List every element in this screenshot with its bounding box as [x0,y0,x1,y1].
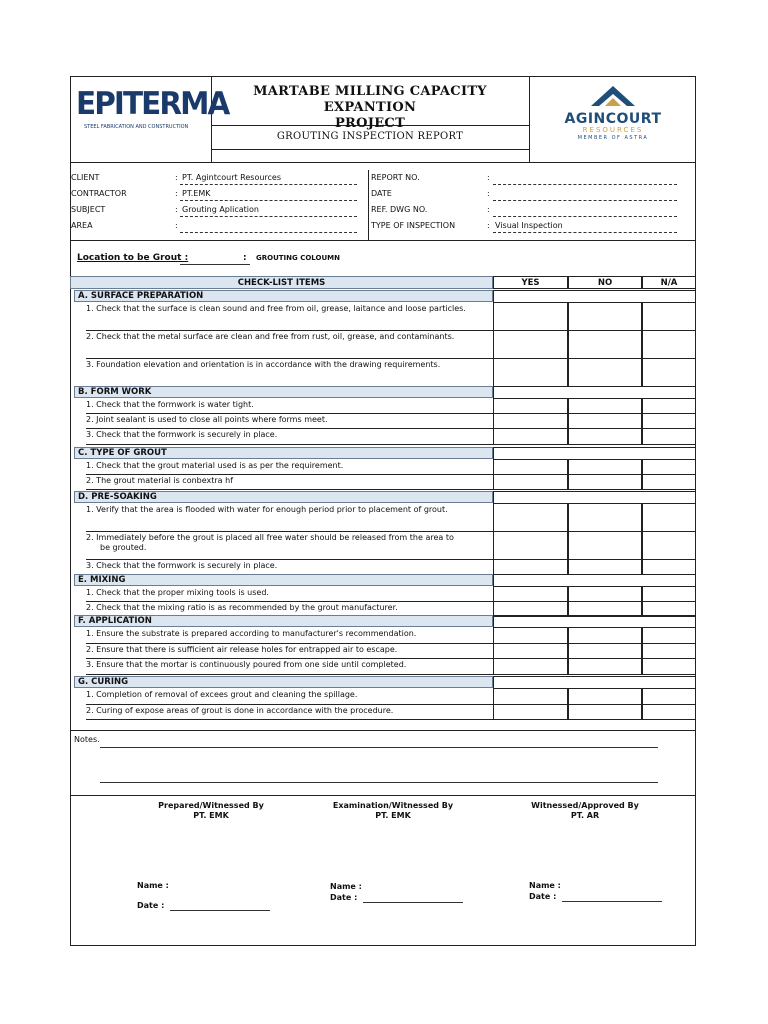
info-colon: : [175,189,178,198]
na-cell[interactable] [642,474,696,490]
na-cell[interactable] [642,503,696,532]
checklist-item: 1. Verify that the area is flooded with water for enough period prior to placement of grout. [86,505,448,514]
section-header: A. SURFACE PREPARATION [74,290,493,302]
no-cell[interactable] [568,704,642,720]
na-cell[interactable] [642,398,696,414]
row-line [86,719,493,720]
no-cell[interactable] [568,330,642,359]
no-cell[interactable] [568,503,642,532]
table-header-no: NO [568,276,642,289]
yes-cell[interactable] [493,643,568,659]
yes-cell[interactable] [493,398,568,414]
row-line [86,601,493,602]
checklist-item: 2. Check that the metal surface are clean and free from rust, oil, grease, and contaminants. [86,332,455,341]
notes-line-2[interactable] [100,782,658,783]
signature-name-label: Name : [137,881,169,890]
no-cell[interactable] [568,428,642,445]
header-title-bottom [211,149,529,150]
checklist-item: 3. Ensure that the mortar is continuously poured from one side until completed. [86,660,407,669]
na-cell[interactable] [642,459,696,475]
yes-cell[interactable] [493,658,568,675]
na-cell[interactable] [642,704,696,720]
yes-cell[interactable] [493,559,568,575]
row-line [86,428,493,429]
na-cell[interactable] [642,586,696,602]
yes-cell[interactable] [493,413,568,429]
yes-cell[interactable] [493,627,568,644]
info-value[interactable]: Grouting Aplication [182,205,259,214]
signature-title: Prepared/Witnessed By [158,801,264,810]
row-line [86,489,493,490]
section-header: E. MIXING [74,574,493,586]
no-cell[interactable] [568,398,642,414]
signature-company: PT. EMK [193,811,229,820]
info-label: SUBJECT [71,205,106,214]
company-logo-text: EPITERMA [76,86,229,122]
info-label: AREA [71,221,93,230]
row-line [86,704,493,705]
checklist-item: 2. Curing of expose areas of grout is done in accordance with the procedure. [86,706,394,715]
checklist-item: 3. Foundation elevation and orientation is in accordance with the drawing requirements. [86,360,441,369]
client-logo-sub: RESOURCES [582,126,644,134]
no-cell[interactable] [568,531,642,560]
no-cell[interactable] [568,459,642,475]
row-line [86,559,493,560]
info-underline [180,232,357,233]
na-cell[interactable] [642,413,696,429]
info-underline [180,200,357,201]
checklist-item: 1. Check that the grout material used is as per the requirement. [86,461,344,470]
location-underline [180,264,250,265]
na-cell[interactable] [642,531,696,560]
checklist-item: 3. Check that the formwork is securely in place. [86,561,278,570]
info-colon: : [487,173,490,182]
no-cell[interactable] [568,413,642,429]
info-underline [493,200,677,201]
signature-date-label: Date : [529,892,557,901]
yes-cell[interactable] [493,302,568,331]
checklist-item: 2. Joint sealant is used to close all points where forms meet. [86,415,328,424]
location-label: Location to be Grout : [77,253,189,263]
na-cell[interactable] [642,658,696,675]
info-divider [368,170,369,240]
no-cell[interactable] [568,474,642,490]
notes-label: Notes. [74,735,100,744]
yes-cell[interactable] [493,459,568,475]
client-logo-text: AGINCOURT [564,111,662,127]
checklist-item: 1. Check that the formwork is water tight. [86,400,254,409]
checklist-item: 3. Check that the formwork is securely in place. [86,430,278,439]
na-cell[interactable] [642,428,696,445]
notes-top-line [70,730,696,731]
info-underline [180,184,357,185]
signature-title: Witnessed/Approved By [531,801,639,810]
checklist-item: 1. Check that the surface is clean sound and free from oil, grease, laitance and loose particles. [86,304,466,313]
row-line [86,330,493,331]
signature-top-line [70,795,696,796]
info-colon: : [175,173,178,182]
yes-cell[interactable] [493,358,568,387]
no-cell[interactable] [568,358,642,387]
signature-date-line[interactable] [363,902,463,903]
yes-cell[interactable] [493,330,568,359]
info-label: REF. DWG NO. [371,205,428,214]
location-value: GROUTING COLOUMN [256,254,340,262]
signature-name-label: Name : [529,881,561,890]
info-colon: : [175,205,178,214]
info-underline [493,216,677,217]
company-logo [76,86,229,130]
table-header-na: N/A [642,276,696,289]
signature-title: Examination/Witnessed By [332,801,454,810]
na-cell[interactable] [642,330,696,359]
no-cell[interactable] [568,643,642,659]
no-cell[interactable] [568,627,642,644]
signature-date-label: Date : [137,901,165,910]
client-logo-tag: MEMBER OF ASTRA [577,135,649,141]
company-logo-sub: STEEL FABRICATION AND CONSTRUCTION [84,124,189,130]
info-label: DATE [371,189,392,198]
no-cell[interactable] [568,586,642,602]
na-cell[interactable] [642,559,696,575]
row-line [86,474,493,475]
info-value[interactable]: PT. Agintcourt Resources [182,173,282,182]
checklist-item: 1. Check that the proper mixing tools is used. [86,588,269,597]
info-value[interactable]: Visual Inspection [495,221,563,230]
checklist-item: 1. Completion of removal of excees grout and cleaning the spillage. [86,690,358,699]
signature-company: PT. AR [570,811,600,820]
location-colon: : [243,253,247,263]
yes-cell[interactable] [493,503,568,532]
info-label: CLIENT [71,173,100,182]
row-line [86,413,493,414]
header-bottom-line [70,162,696,163]
no-cell[interactable] [568,302,642,331]
yes-cell[interactable] [493,531,568,560]
info-underline [180,216,357,217]
section-header: B. FORM WORK [74,386,493,398]
row-line [86,444,493,445]
header-divider-right [529,76,530,162]
no-cell[interactable] [568,688,642,705]
yes-cell[interactable] [493,474,568,490]
checklist-item: 2. Ensure that there is sufficient air release holes for entrapped air to escape. [86,645,398,654]
yes-cell[interactable] [493,704,568,720]
row-line [86,674,493,675]
table-header-items: CHECK-LIST ITEMS [70,276,493,289]
no-cell[interactable] [568,658,642,675]
info-colon: : [487,189,490,198]
info-label: TYPE OF INSPECTION [371,221,456,230]
info-colon: : [487,205,490,214]
agincourt-mountain-icon [583,84,643,108]
checklist-item-continued: be grouted. [100,543,147,552]
na-cell[interactable] [642,627,696,644]
na-cell[interactable] [642,688,696,705]
na-cell[interactable] [642,358,696,387]
info-label: CONTRACTOR [71,189,127,198]
section-header: D. PRE-SOAKING [74,491,493,503]
client-logo [540,84,686,142]
row-line [86,658,493,659]
info-underline [493,184,677,185]
notes-line-1[interactable] [100,747,658,748]
table-header-yes: YES [493,276,568,289]
report-title: GROUTING INSPECTION REPORT [276,131,464,142]
yes-cell[interactable] [493,428,568,445]
na-cell[interactable] [642,643,696,659]
info-colon: : [487,221,490,230]
yes-cell[interactable] [493,586,568,602]
signature-company: PT. EMK [375,811,411,820]
row-line [86,358,493,359]
checklist-item: 1. Ensure the substrate is prepared according to manufacturer's recommendation. [86,629,417,638]
yes-cell[interactable] [493,688,568,705]
project-title [211,84,529,132]
section-header: C. TYPE OF GROUT [74,447,493,459]
section-header: F. APPLICATION [74,615,493,627]
checklist-item: 2. Immediately before the grout is placed all free water should be released from the area to [86,533,454,542]
section-header: G. CURING [74,676,493,688]
info-colon: : [175,221,178,230]
project-title-line1: MARTABE MILLING CAPACITY EXPANTION [253,84,487,115]
checklist-item: 2. Check that the mixing ratio is as recommended by the grout manufacturer. [86,603,398,612]
info-value[interactable]: PT.EMK [182,189,211,198]
info-label: REPORT NO. [371,173,420,182]
signature-name-label: Name : [330,882,362,891]
signature-date-line[interactable] [562,901,662,902]
project-title-line2: PROJECT [334,116,406,131]
row-line [86,643,493,644]
info-underline [493,232,677,233]
no-cell[interactable] [568,559,642,575]
row-line [86,531,493,532]
na-cell[interactable] [642,302,696,331]
checklist-item: 2. The grout material is conbextra hf [86,476,234,485]
signature-date-label: Date : [330,893,358,902]
signature-date-line[interactable] [170,910,270,911]
info-bottom-line [70,240,696,241]
